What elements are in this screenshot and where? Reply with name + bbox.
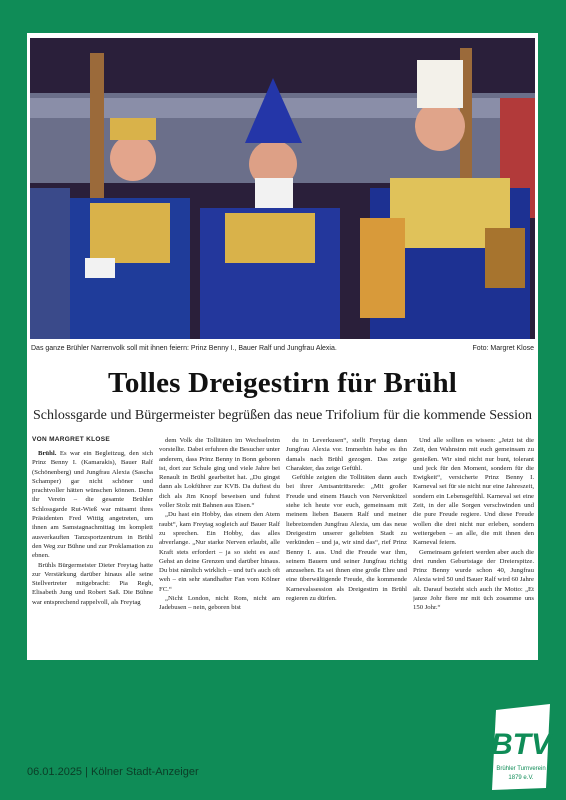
subheadline: Schlossgarde und Bürgermeister begrüßen das neue Trifolium für die kommende Session <box>33 408 532 423</box>
article-body <box>32 436 534 656</box>
photo-caption <box>31 345 534 352</box>
paragraph: dem Volk die Tollitäten im Wechselreim vorstellte. Dabei erfuhren die Besucher unter anderem, dass Prinz Benny in Bonn geboren ist, dort zur Schule ging und viele Jahre bei Renault in Brühl gearbeitet hat. „Du gingst dann als Lokführer zur KVB. Da duftest du dich als Jim Knopf beweisen und fuhrst voller Stolz mit Bahnen aus Eisen.“ <box>159 437 280 510</box>
logo-year: 1879 e.V. <box>508 775 534 781</box>
dateline: Brühl. <box>38 450 57 457</box>
source-date-footer: 06.01.2025 | Kölner Stadt-Anzeiger <box>27 766 199 778</box>
paragraph: Gemeinsam gefeiert werden aber auch die drei runden Geburtstage der Dreierspitze. Prinz Benny wurde schon 40, Jungfrau Alexia wird 50 und Bauer Ralf wird 60 Jahre alt. Darauf bezieht sich auch ihr Motto: „Et janze Johr fiere mr mit üch zosamme uns 150 Johr.“ <box>413 548 534 612</box>
column-3 <box>286 436 407 656</box>
photo-illustration <box>30 38 535 339</box>
newspaper-clipping <box>27 33 538 660</box>
paragraph: Und alle sollten es wissen: „Jetzt ist die Zeit, den Wahnsinn mit euch gemeinsam zu genießen. Wir sind nicht nur bunt, tolerant und jeck für den Moment, sondern für die Ewigkeit“, versicherte Prinz Benny I. Karneval sei für sie nicht nur eine Jahreszeit, sondern ein Lebensgefühl. Karneval sei eine Zeit, in der alle Sorgen verschwinden und die pure Freude regiere. Und diese Freude wollen die drei nicht nur erleben, sondern weitergeben – an alle, die mit ihnen den Karneval feiern. <box>413 437 534 547</box>
headline: Tolles Dreigestirn für Brühl <box>107 367 458 399</box>
column-4 <box>413 436 534 656</box>
btv-logo <box>488 704 554 790</box>
paragraph: Brühls Bürgermeister Dieter Freytag hatte zur Verstärkung darüber hinaus alle seine Stellvertreter mitgebracht: Pia Regh, Elisabeth Jung und Robert Saß. Die Bühne war entsprechend rappelvoll, als Freytag <box>32 561 153 606</box>
photo-credit: Foto: Margret Klose <box>472 345 534 352</box>
caption-text: Das ganze Brühler Narrenvolk soll mit ihnen feiern: Prinz Benny I., Bauer Ralf und Jungfrau Alexia. <box>31 345 337 352</box>
photo-dreigestirn <box>30 38 535 339</box>
column-2 <box>159 436 280 656</box>
logo-name: Brühler Turnverein <box>496 766 546 772</box>
author-byline: VON MARGRET KLOSE <box>32 436 111 443</box>
column-1 <box>32 436 153 656</box>
logo-letters: BTV <box>491 728 551 761</box>
paragraph: „Du hast ein Hobby, das einem den Atem raubt“, kam Freytag sogleich auf Bauer Ralf zu sprechen. Ein Hobby, das alles abverlange. „Nur starke Nerven erlaubt, alle Kraft stets erfordert – ja so sieht es aus! Gehst an deine Grenzen und darüber hinaus. Du bist nämlich wirklich – und tut's auch oft weh – ein sehr standhafter Fan vom Kölner FC.“ <box>159 511 280 593</box>
paragraph: Gefühle zeigten die Tollitäten dann auch bei ihrer Amtsantrittsrede: „Mit großer Freude und einem Hauch von Nervenkitzel stehe ich heute vor euch, gemeinsam mit meinem lieben Bauern Ralf und meiner liebreizenden Jungfrau Alexia, um das neue Dreigestirn unserer geliebten Stadt zu verkünden – und ja, wir sind das“, rief Prinz Benny I. aus. Und die Freude war ihm, seinem Bauern und seiner Jungfrau richtig anzusehen. Es sei ihnen eine große Ehre und eine überwältigende Freude, die kommende Karnevalssession als Dreigestirn in Brühl regieren zu dürfen. <box>286 474 407 603</box>
paragraph: Es war ein Begleitzug, den sich Prinz Benny I. (Kamarakis), Bauer Ralf (Schönenberg) und Jungfrau Alexia (Sascha Schamper) gar nicht schöner und prachtvoller hätten wünschen können. Denn ihr Verein – die gesamte Brühler Schlossgarde Rut-Wieß war mitsamt ihres Präsidenten Fred Wittig angetreten, um ihnen am Samstagnachmittag im komplett ausverkauften Tanzsportzentrum in Brühl den Weg zur Bühne und zur Proklamation zu ebnen. <box>32 450 153 560</box>
paragraph: „Nicht London, nicht Rom, nicht am Jadebusen – nein, geboren bist <box>159 595 280 612</box>
paragraph: du in Leverkusen“, stellt Freytag dann Jungfrau Alexia vor. Immerhin habe es ihn damals nach Brühl gezogen. Das zeige Charakter, das zeige Gefühl. <box>286 437 407 472</box>
